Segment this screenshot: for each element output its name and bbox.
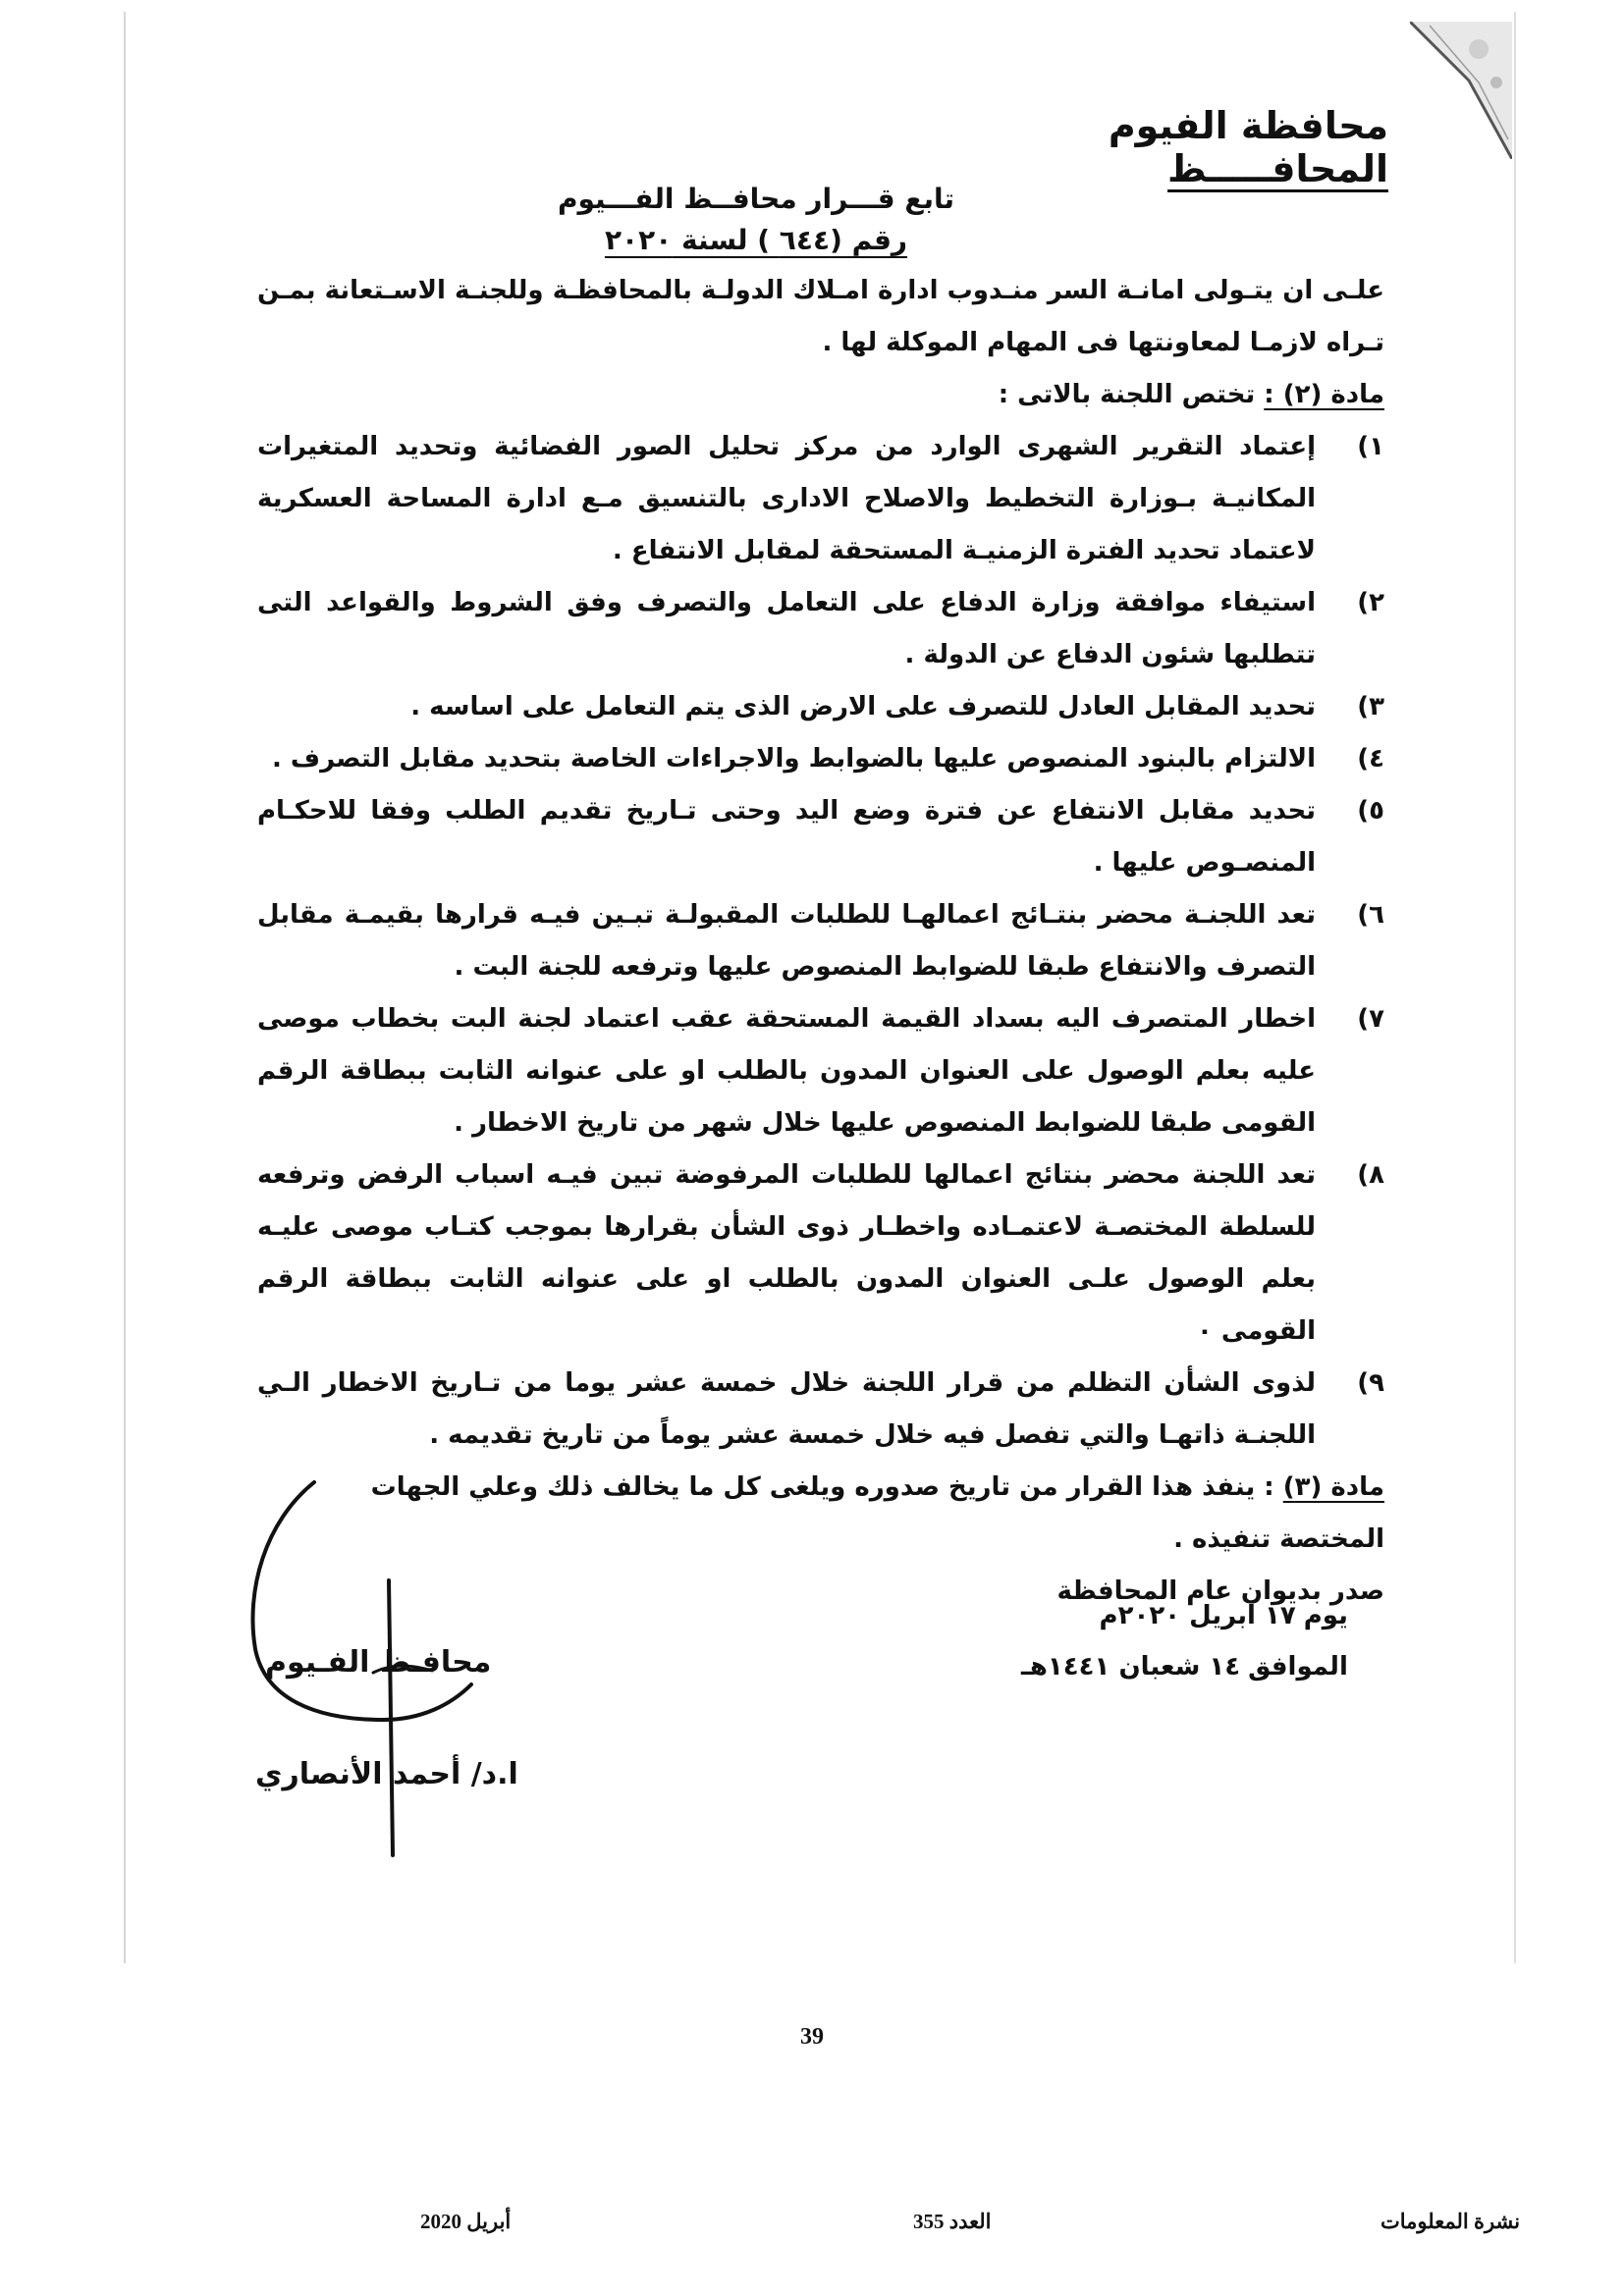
article-3-text: : ينفذ هذا القرار من تاريخ صدوره ويلغى كل ما يخالف ذلك وعلي الجهات المختصة تنفيذه . bbox=[370, 1472, 1384, 1554]
decision-body bbox=[257, 265, 1384, 1618]
signatory-name: ا.د/ أحمد الأنصاري bbox=[255, 1757, 518, 1791]
item-number: ٨) bbox=[1357, 1160, 1384, 1190]
item-number: ١) bbox=[1357, 432, 1384, 461]
item-text: تعد اللجنـة محضر بنتـائج اعمالهـا للطلبات المقبولـة تبـين فيـه قرارها بقيمـة مقابل التصرف والانتفاع طبقا للضوابط المنصوص عليها وترفعه للجنة البت . bbox=[257, 900, 1316, 982]
article-3-label: مادة (٣) bbox=[1282, 1472, 1384, 1502]
article-2-label: مادة (٢) : bbox=[1264, 380, 1384, 409]
intro-paragraph: علـى ان يتـولى امانـة السر منـدوب ادارة امـلاك الدولـة بالمحافظـة وللجنـة الاسـتعانة بمـن تـراه لازمـا لمعاونتها فى المهام الموكلة لها . bbox=[257, 276, 1384, 357]
governor-title: المحافـــــظ bbox=[1167, 147, 1388, 190]
article-2-text: تختص اللجنة بالاتى : bbox=[998, 380, 1265, 409]
item-number: ٩) bbox=[1357, 1368, 1384, 1398]
item-number: ٣) bbox=[1357, 692, 1384, 721]
day-value: ١٧ ابريل ٢٠٢٠م bbox=[1099, 1601, 1296, 1630]
page-corner-fold bbox=[1410, 22, 1512, 159]
footer-date: أبريل 2020 bbox=[420, 2210, 512, 2233]
list-item bbox=[257, 421, 1384, 577]
item-text: لذوى الشأن التظلم من قرار اللجنة خلال خمسة عشر يوما من تـاريخ الاخطار الـي اللجنـة ذاتهـا والتي تفصل فيه خلال خمسة عشر يوماً من تاريخ تقديمه . bbox=[257, 1368, 1316, 1450]
footer-issue: العدد 355 bbox=[913, 2210, 992, 2233]
hijri-value: ١٤ شعبان ١٤٤١هـ bbox=[1021, 1652, 1241, 1682]
list-item bbox=[257, 577, 1384, 681]
governorate-name: محافظة الفيوم bbox=[1108, 104, 1388, 147]
signatory-title: محافـظ الفـيوم bbox=[265, 1645, 492, 1680]
list-item bbox=[257, 889, 1384, 993]
item-text: تعد اللجنة محضر بنتائج اعمالها للطلبات المرفوضة تبين فيـه اسباب الرفض وترفعه للسلطة المختصـة لاعتمـاده واخطـار ذوى الشأن بقرارها بموجب كتـاب موصى عليـه بعلم الوصول علـى العنوان المدون بالطلب او على عنوانه الثابت ببطاقة الرقم القومى ٠ bbox=[257, 1160, 1316, 1346]
issue-dates bbox=[1021, 1590, 1348, 1692]
page-number: 39 bbox=[800, 2024, 824, 2050]
item-text: استيفاء موافقة وزارة الدفاع على التعامل والتصرف وفق الشروط والقواعد التى تتطلبها شئون الدفاع عن الدولة . bbox=[257, 588, 1316, 669]
item-text: تحديد المقابل العادل للتصرف على الارض الذى يتم التعامل على اساسه . bbox=[410, 692, 1316, 721]
item-text: تحديد مقابل الانتفاع عن فترة وضع اليد وحتى تـاريخ تقديم الطلب وفقا للاحكـام المنصـوص عليها . bbox=[257, 796, 1316, 878]
item-number: ٥) bbox=[1357, 796, 1384, 826]
hijri-label: الموافق bbox=[1248, 1652, 1348, 1682]
list-item bbox=[257, 785, 1384, 889]
decision-number: رقم (٦٤٤ ) لسنة ٢٠٢٠ bbox=[604, 224, 908, 256]
list-item bbox=[257, 681, 1384, 733]
item-text: الالتزام بالبنود المنصوص عليها بالضوابط والاجراءات الخاصة بتحديد مقابل التصرف . bbox=[272, 744, 1316, 774]
day-label: يوم bbox=[1303, 1601, 1348, 1630]
item-text: اخطار المتصرف اليه بسداد القيمة المستحقة عقب اعتماد لجنة البت بخطاب موصى عليه بعلم الوصول على العنوان المدون بالطلب او على عنوانه الثابت ببطاقة الرقم القومى طبقا للضوابط المنصوص عليها خلال شهر من تاريخ الاخطار . bbox=[257, 1004, 1316, 1138]
list-item bbox=[257, 1358, 1384, 1462]
list-item bbox=[257, 1149, 1384, 1358]
issued-at: صدر بديوان عام المحافظة bbox=[1056, 1576, 1384, 1606]
hijri-date bbox=[1021, 1641, 1348, 1692]
item-number: ٧) bbox=[1357, 1004, 1384, 1034]
item-number: ٦) bbox=[1357, 900, 1384, 930]
list-item bbox=[257, 993, 1384, 1149]
item-number: ٤) bbox=[1357, 744, 1384, 774]
gregorian-date bbox=[1021, 1590, 1348, 1641]
item-number: ٢) bbox=[1357, 588, 1384, 617]
item-text: إعتماد التقرير الشهرى الوارد من مركز تحليل الصور الفضائية وتحديد المتغيرات المكانيـة بـوزارة التخطيط والاصلاح الادارى بالتنسيق مـع ادارة المساحة العسكرية لاعتماد تحديد الفترة الزمنيـة المستحقة لمقابل الانتفاع . bbox=[257, 432, 1316, 565]
article-2-items bbox=[257, 421, 1384, 1462]
article-2 bbox=[257, 369, 1384, 421]
list-item bbox=[257, 733, 1384, 785]
decision-continuation-title: تابع قـــرار محافــظ الفـــيوم bbox=[557, 183, 955, 215]
footer-publication: نشرة المعلومات bbox=[1380, 2210, 1521, 2233]
